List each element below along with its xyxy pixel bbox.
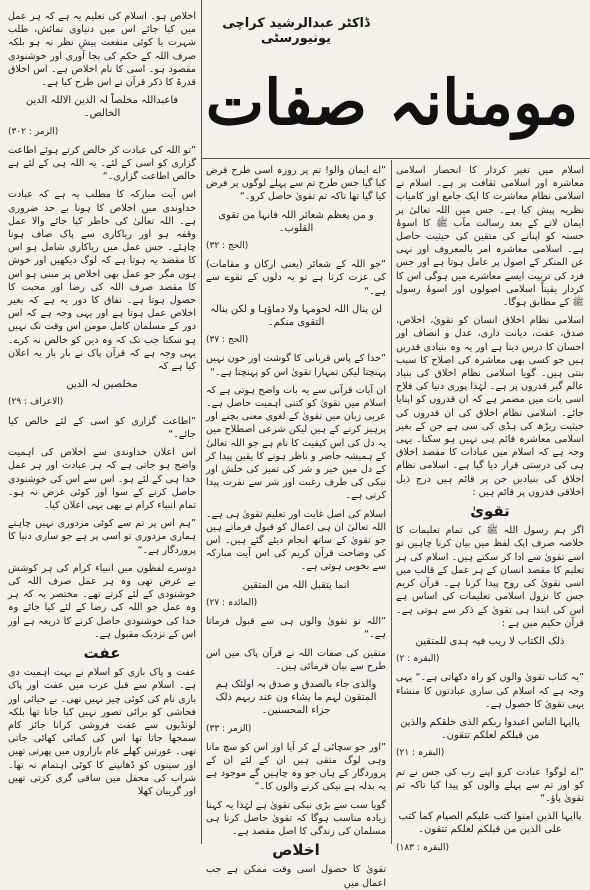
title-divider [202, 158, 590, 159]
quran-verse: لن ینال اللہ لحومہا ولا دماؤہا و لکن ینالہ التقوی منکم۔ [209, 303, 383, 329]
paragraph: دوسرے لفظوں میں انبیاء کرام کی ہر کوشش بے غرض تھی وہ ہر عمل صرف اللہ کی خوشنودی کے لئے کرتے تھے۔ مختصر یہ کہ ہر وہ عمل جو اللہ کی رضا کے لئے کیا جائے وہ خدا کی خوشنودی حاصل کرنے کا ذریعہ ہے اور اس کے نزدیک مقبول ہے۔ [8, 562, 196, 640]
quran-verse: یاایہا الناس اعبدوا ربکم الذی خلقکم والذین من قبلکم لعلکم تتقون۔ [400, 716, 580, 742]
translation: ”اطاعت گزاری کو اسی کے لئے خالص کیا جائے۔“ [8, 415, 196, 440]
quran-verse: انما یتقبل اللہ من المتقین [242, 579, 350, 591]
translation: ”اے ایمان والو! تم پر روزہ اسی طرح فرض کیا گیا جس طرح تم سے پہلے لوگوں پر فرض کیا گیا تھا تاکہ تم تقویٰ حاصل کرو۔“ [206, 165, 386, 203]
section-heading: اخلاص [272, 841, 320, 860]
left-column [8, 10, 196, 840]
quran-verse: ذلک الکتاب لا ریب فیہ ہدی للمتقین [415, 635, 565, 647]
quran-verse: مخلصین لہ الدین [66, 379, 138, 391]
paragraph: اس اعلان خداوندی سے اخلاص کی اہمیت واضح ہو جاتی ہے کہ ہر عبادت اور ہر عمل خدا ہی کے لئے ہو۔ اس سے اس کی خوشنودی حاصل کرنے کے سوا اور کوئی غرض نہ ہو۔ تمام انبیاء کرام نے بھی یہی اعلان کیا۔ [8, 447, 196, 511]
article-author: ڈاکٹر عبدالرشید کراچی یونیورسٹی [222, 16, 370, 46]
translation: ”ہم اس پر تم سے کوئی مزدوری نہیں چاہتے ہماری مزدوری تو اسی پر ہے جو ساری دنیا کا پروردگار ہے۔“ [8, 518, 196, 556]
right-column [396, 164, 584, 853]
translation: ”اللہ تو تقویٰ والوں ہی سے قبول فرماتا ہے۔“ [206, 616, 386, 641]
paragraph: اس آیت مبارکہ کا مطلب یہ ہے کہ عبادت خداوندی میں اخلاص کا ہونا بے حد ضروری ہے۔ اللہ تعالیٰ کی خاطر کیا جائے والا عمل وقفہ ہو اور ریاکاری سے پاک صاف ہونا چاہئے۔ جس عمل میں ریاکاری شامل ہو اس کا مقصد یہ ہوتا ہے کہ لوگ دیکھیں اور خوش ہوں مگر جو عمل بھی اخلاص پر مبنی ہو اس کا مقصد صرف اللہ کی رضا اور محبت کا حصول ہوتا ہے۔ نفاق کا دور یہ ہے کہ بغیر اخلاص عمل ہوتا ہے اور یہی وجہ ہے کہ اس دور کے مسلمان کامل مومن اس وقت تک نہیں ہو سکتا جب تک کہ وہ دین کو خالص نہ کرے۔ یہی وجہ ہے کہ قرآن پاک نے بار بار یہ اعلان کیا ہے کہ [8, 189, 196, 373]
verse-reference: (الزمر : ۳۰۲) [8, 126, 59, 137]
verse-reference: (البقرہ : ۲۱) [396, 748, 445, 759]
paragraph: اگر ہم رسول اللہ ﷺ کی تمام تعلیمات کا خلاصہ صرف ایک لفظ میں بیان کرنا چاہیں تو اسے تقویٰ سے ادا کر سکتے ہیں۔ اسلام کی ہر تعلیم کا مقصد انسان کے ہر عمل کے قالب میں اسی تقویٰ کی روح پیدا کرنا ہے۔ قرآن کریم جس کا نزول اسلامی تعلیمات کی اساس ہے اس کی ابتدا ہی تقویٰ کے ذکر سے ہوتی ہے۔ قرآن حکیم میں ہے : [396, 525, 584, 629]
verse-reference: (المائدہ : ۲۷) [206, 597, 258, 608]
paragraph: اسلام میں تغیر کردار کا انحصار اسلامی معاشرہ اور اسلامی ثقافت پر ہے۔ اسلام نے اسلامی نظام معاشرت کا ایک جامع اور کامیاب نظریہ پیش کیا ہے۔ جس میں اللہ تعالیٰ پر ایمان لانے کے بعد رسالت مآب ﷺ کا اسوۂ حسنہ کو اپنانے کی متقین کی حیثیت حاصل ہے۔ اسلامی معاشرہ امر بالمعروف اور نہی عن المنکر کے اصول پر عامل ہوتا ہے اور جس فرد کی تربیت ایسے معاشرے میں ہوگی اس کا کردار یقیناً اسلامی اصولوں اور اسوۂ رسول ﷺ کے مطابق ہوگا۔ [396, 165, 584, 309]
article-title: مومنانہ صفات [205, 66, 579, 139]
quran-verse: و من یعظم شعائر اللہ فانہا من تقوی القلوب۔ [218, 209, 374, 234]
paragraph: ان آیات قرآنی سے یہ بات واضح ہوتی ہے کہ اسلام میں تقویٰ کو کتنی اہمیت حاصل ہے۔ عربی زبان میں تقویٰ کے لغوی معنی بچنے اور پرہیز کرنے کے ہیں لیکن شرعی اصطلاح میں یہ دل کی اس کیفیت کا نام ہے جو اللہ تعالیٰ کے ہمیشہ حاضر و ناظر ہونے کا یقین پیدا کر کے دل میں خیر و شر کی تمیز کی خلش اور نیکی کی طرف رغبت اور شر سے نفرت پیدا کرتی ہے۔ [206, 384, 386, 502]
translation: ”اور جو سچائی لے کر آیا اور اس کو سچ مانا وہی لوگ متقی ہیں ان کے لئے ان کے پروردگار کے ہاں جو وہ چاہیں گے موجود ہے یہ بدلہ ہے نیکی کرنے والوں کا۔“ [206, 741, 386, 793]
section-heading: تقویٰ [470, 502, 510, 521]
verse-reference: (البقرہ : ۲) [396, 654, 440, 665]
paragraph: اخلاص ہو۔ اسلام کی تعلیم یہ ہے کہ ہر عمل میں کیا جائے اس میں دنیاوی نمائش، طلب شہرت یا کوئی منفعت پیشِ نظر نہ ہو بلکہ صرف اللہ کے حکم کی بجا آوری اور خوشنودی مقصود ہو۔ اسی کا نام اخلاص ہے۔ اس اخلاق قدرۃ کا ذکر قرآن نے اس طرح کیا ہے۔ [8, 11, 196, 89]
middle-column [206, 164, 386, 889]
paragraph: گویا سب سے بڑی نیکی تقویٰ ہے لہٰذا یہ کہنا زیادہ مناسب ہوگا کہ تقویٰ حاصل کرنا ہی مسلمان کی زندگی کا اصل مقصد ہے۔ [206, 799, 386, 837]
verse-reference: (البقرہ : ۱۸۳) [396, 842, 450, 853]
paragraph: عفت و پاک بازی کو اسلام نے بہت اہمیت دی ہے۔ اسلام سے قبل عرب میں عفت اور پاک بازی نام کی کوئی چیز نہیں تھی۔ بے حیائی اور فحاشی کو برائی تصور نہیں کیا جاتا تھا بلکہ لونڈیوں سے عفت فروشی کرانا جائز کام سمجھا جاتا تھا اس کی کمائی کھائی جاتی تھی۔ عورتیں کھلے عام بازاروں میں پھرتی تھیں اور سینوں کو ڈھانپنے کا کوئی اہتمام نہ تھا۔ شراب کی محفل میں ساقی گری کرتی تھیں اور گریبان کھلا [8, 667, 196, 797]
quran-verse: یاایہا الذین امنوا کتب علیکم الصیام کما کتب علی الذین من قبلکم لعلکم تتقون۔ [398, 811, 582, 836]
translation: ”یہ کتاب تقویٰ والوں کو راہ دکھاتی ہے۔“ یہی وجہ ہے کہ اسلام کی ساری عبادتوں کا منشاء یہی تقویٰ کا حصول ہے۔ [396, 672, 584, 710]
translation: ”اے لوگو! عبادت کرو اپنے رب کی جس نے تم کو اور تم سے پہلے والوں کو پیدا کیا تاکہ تم تقویٰ پاؤ۔“ [396, 766, 584, 804]
section-heading: عفت [83, 643, 121, 662]
translation: ”تو اللہ کی عبادت کر خالص کرتے ہوئے اطاعت گزاری کو اسی کے لئے۔ یہ اللہ ہی کے لئے ہے خالص اطاعت گزاری۔“ [8, 144, 196, 183]
quran-verse: فاعبداللہ مخلصاً لہ الدین الاللہ الدین الخالص۔ [25, 95, 179, 120]
translation: ”خدا کے پاس قربانی کا گوشت اور خون نہیں پہنچتا لیکن تمہارا تقویٰ اس کو پہنچتا ہے۔“ [206, 353, 386, 378]
verse-reference: (الزمر : ۳۳) [206, 723, 252, 734]
verse-reference: (الحج : ۳۷) [206, 335, 249, 346]
quran-verse: والذی جاء بالصدق و صدق بہ اولئک ہم المتقون لہم ما یشاء ون عند ربہم ذلک جزاء المحسنین۔ [215, 678, 377, 717]
translation: ”جو اللہ کے شعائر (یعنی ارکان و مقامات) کی عزت کرتا ہے تو یہ دلوں کے تقوے سے ہے۔“ [206, 259, 386, 297]
column-divider-right [391, 160, 392, 844]
paragraph: اسلام کی اصل غایت اور تعلیم تقویٰ ہی ہے۔ اللہ تعالیٰ ان ہی اعمال کو قبول فرماتے ہیں جو تقویٰ کے ساتھ انجام دیئے گئے ہیں۔ اس کی وضاحت قرآن کریم کی اس آیت مبارکہ سے بخوبی ہوتی ہے۔ [206, 508, 386, 573]
paragraph: متقین کی صفات اللہ نے قرآن پاک میں اس طرح سے بیان فرمائی ہیں۔ [206, 647, 386, 672]
paragraph: اسلامی نظام اخلاق انسان کو تقویٰ، اخلاص، صدق، عفت، دیانت داری، عدل و انصاف اور احسان کا درس دیتا ہے اور یہ وہ بنیادی قدریں ہیں جو کسی بھی معاشرہ کی اصلاح کا سبب بنتی ہیں۔ گویا اسلامی نظام اخلاق کی بنیاد عالم گیر قدروں پر ہے۔ لہٰذا پوری دنیا کی فلاح اسی بات میں مضمر ہے کہ ان قدروں کو اپنایا جائے۔ اسلامی نظام اخلاق کی ان قدروں کی حیثیت ریڑھ کی ہڈی کی سی ہے جن کے بغیر اسلامی معاشرہ قائم ہی نہیں ہو سکتا۔ یہی وجہ ہے کہ اسلام میں عبادات کا مقصد اخلاق ہی کی درستی قرار دیا گیا ہے۔ اسلامی نظام اخلاق کی بنیادیں جن پر قائم ہیں درج ذیل اخلاقی قدروں پر قائم ہیں : [396, 315, 584, 498]
verse-reference: (الحج : ۳۲) [206, 241, 249, 252]
verse-reference: (الاعراف : ۲۹) [8, 397, 64, 408]
paragraph: تقویٰ کا حصول اسی وقت ممکن ہے جب اعمال میں [206, 864, 386, 889]
